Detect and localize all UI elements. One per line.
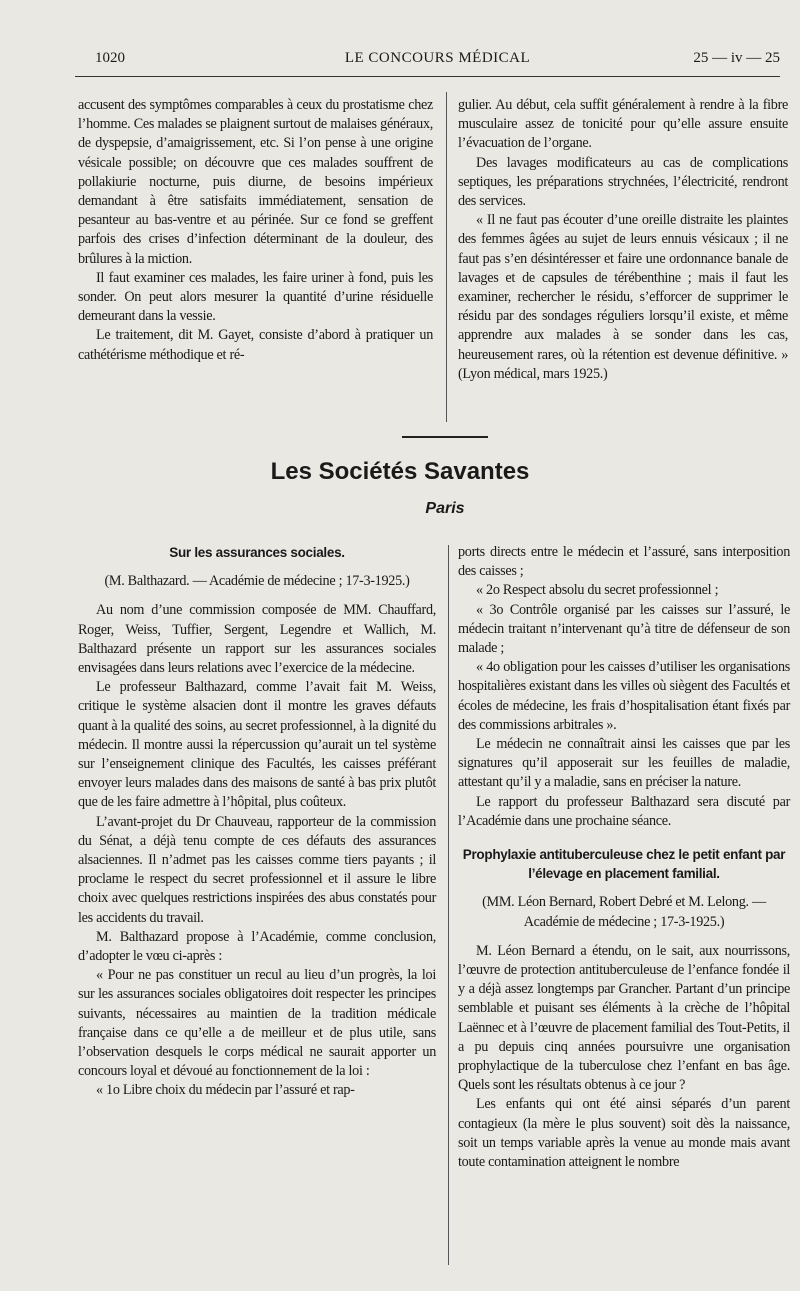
paragraph: « 4o obligation pour les caisses d’utiliser les organisations hospitalières existant dans les villes où siègent des Facultés et écoles de médecine, les frais d’hospitalisation étant fixés par des commissions arbitrales ». [458, 659, 790, 733]
upper-right-column [458, 96, 788, 384]
paragraph: « 1o Libre choix du médecin par l’assuré et rap- [96, 1082, 355, 1099]
article-title: Sur les assurances sociales. [169, 545, 345, 560]
column-divider [448, 545, 449, 1265]
paragraph: M. Léon Bernard a étendu, on le sait, aux nourrissons, l’œuvre de protection antituberculeuse de l’enfance fondée il y a déjà assez longtemps par Grancher. Partant d’un principe semblable et puisant ses éléments à la crèche de l’hôpital Laënnec et à l’œuvre de placement familial des Tout-Petits, il a pu depuis cinq années poursuivre une organisation prophylactique de la tuberculose chez l’enfant en bas âge. Quels sont les résultats obtenus à ce jour ? [458, 942, 790, 1094]
paragraph: « Pour ne pas constituer un recul au lieu d’un progrès, la loi sur les assurances sociales obligatoires doit respecter les principes suivants, nécessaires au maintien de la tradition médicale française dans ce qu’elle a de meilleur et de plus utile, sans l’observation desquels le corps médical ne saurait apporter un concours loyal et dévoué au fonctionnement de la loi : [78, 967, 436, 1080]
paragraph: « 3o Contrôle organisé par les caisses sur l’assuré, le médecin traitant n’intervenant qu’à titre de défenseur de son malade ; [458, 601, 790, 657]
section-subheading: Paris [425, 500, 465, 517]
paragraph: Des lavages modificateurs au cas de complications septiques, les préparations strychnées, l’électricité, rendront des services. [458, 154, 788, 210]
header-rule [75, 76, 780, 77]
paragraph: Le médecin ne connaîtrait ainsi les caisses que par les signatures qu’il apposerait sur les feuilles de maladie, attestant qu’il y a maladie, sans en préciser la nature. [458, 736, 790, 791]
paragraph: L’avant-projet du Dr Chauveau, rapporteur de la commission du Sénat, a déjà tenu compte de ces défauts des assurances alsaciennes. Il n’admet pas les caisses comme tiers payants ; il proclame le respect du secret professionnel et il assure le libre choix avec quelques restrictions inspirées des abus constatés pour les accidents du travail. [78, 813, 436, 926]
article-reference: (M. Balthazard. — Académie de médecine ; 17-3-1925.) [104, 573, 410, 590]
page-number: 1020 [95, 50, 125, 66]
paragraph: ports directs entre le médecin et l’assuré, sans interposition des caisses ; [458, 544, 790, 580]
paragraph: gulier. Au début, cela suffit généralement à rendre à la fibre musculaire assez de tonicité pour qu’elle assure ensuite l’évacuation de l’organe. [458, 97, 788, 152]
column-divider [446, 92, 447, 422]
upper-left-column [78, 96, 433, 365]
paragraph: Le traitement, dit M. Gayet, consiste d’abord à pratiquer un cathétérisme méthodique et ré- [78, 327, 433, 363]
article-title: Prophylaxie antituberculeuse chez le petit enfant par l’élevage en placement familial. [462, 847, 786, 882]
paragraph: M. Balthazard propose à l’Académie, comme conclusion, d’adopter le vœu ci-après : [78, 928, 436, 965]
section-separator [402, 436, 488, 438]
paragraph: Le rapport du professeur Balthazard sera discuté par l’Académie dans une prochaine séance. [458, 793, 790, 829]
paragraph: accusent des symptômes comparables à ceux du prostatisme chez l’homme. Ces malades se plaignent surtout de malaises généraux, de dyspepsie, d’amaigrissement, etc. Si l’on pense à une origine vésicale possible; on découvre que ces malades souffrent de pollakiurie nocturne, puis diurne, de besoins impérieux demandant à être satisfaits immédiatement, sensation de pesanteur au bas-ventre et au périnée. Sur ce fond se greffent parfois des crises d’infection déterminant de la douleur, des brûlures à la miction. [78, 97, 433, 267]
lower-right-column [458, 543, 790, 1172]
paragraph: Le professeur Balthazard, comme l’avait fait M. Weiss, critique le système alsacien dont il montre les graves défauts quant à la qualité des soins, au secret professionnel, à la dignité du médecin. Il montre aussi la répercussion qu’aurait un tel système sur l’enseignement clinique des Facultés, les caisses préférant envoyer leurs malades dans des maisons de santé à bas prix plutôt que de les faire admettre à l’hôpital, plus coûteux. [78, 679, 436, 811]
section-heading: Les Sociétés Savantes [270, 458, 530, 485]
page-header [95, 50, 780, 72]
paragraph: Les enfants qui ont été ainsi séparés d’un parent contagieux (la mère le plus souvent) soit dès la naissance, soit un temps variable après la venue au monde mais avant toute contamination atteignent le nombre [458, 1096, 790, 1171]
article-reference: (MM. Léon Bernard, Robert Debré et M. Lelong. — Académie de médecine ; 17-3-1925.) [482, 894, 766, 930]
paragraph: Il faut examiner ces malades, les faire uriner à fond, puis les sonder. On peut alors mesurer la quantité d’urine résiduelle demeurant dans la vessie. [78, 269, 433, 325]
lower-left-column [78, 543, 436, 1101]
journal-title: LE CONCOURS MÉDICAL [344, 50, 531, 66]
paragraph: « Il ne faut pas écouter d’une oreille distraite les plaintes des femmes âgées au sujet de leurs ennuis vésicaux ; il ne faut pas s’en désintéresser et faire une ordonnance banale de lavages et de capsules de térébenthine ; mais il faut les examiner, rechercher le résidu, s’efforcer de supprimer le résidu par des sondages réguliers lorsqu’il existe, et même apprendre aux malades à se sonder dans les cas, heureusement rares, où la rétention est devenue définitive. » (Lyon médical, mars 1925.) [458, 212, 788, 382]
paragraph: « 2o Respect absolu du secret professionnel ; [476, 582, 719, 599]
issue-date: 25 — iv — 25 [693, 50, 780, 66]
paragraph: Au nom d’une commission composée de MM. Chauffard, Roger, Weiss, Tuffier, Sergent, Legendre et Wallich, M. Balthazard présente un rapport sur les assurances sociales envisagées dans leurs relations avec l’exercice de la médecine. [78, 602, 436, 677]
